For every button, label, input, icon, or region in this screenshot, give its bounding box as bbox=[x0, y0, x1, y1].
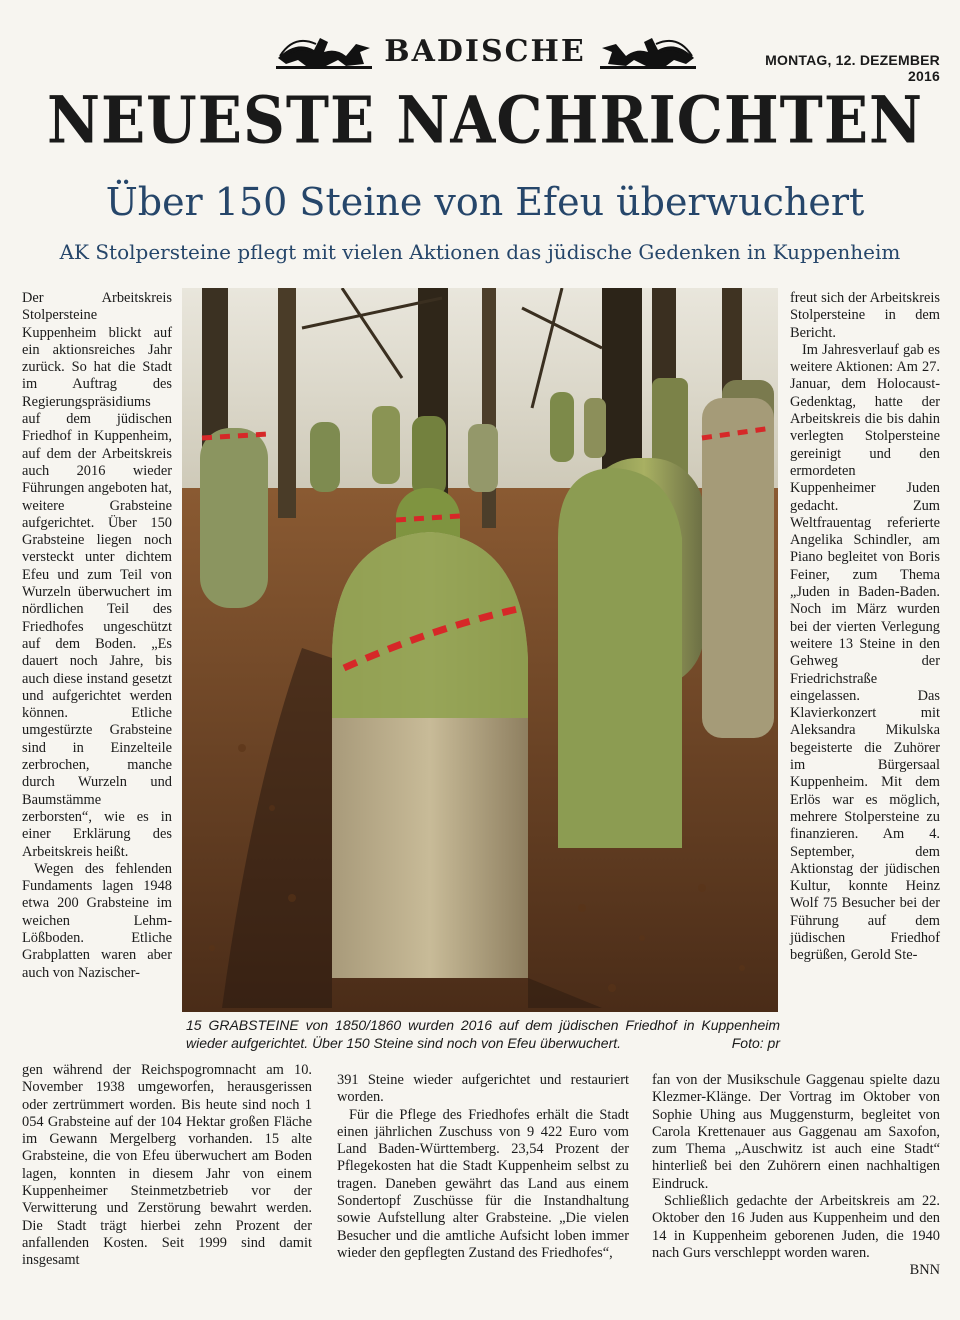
photo-caption bbox=[186, 1016, 780, 1052]
masthead bbox=[0, 0, 960, 165]
article-end-tag bbox=[652, 1262, 940, 1279]
article-paragraph: freut sich der Arbeitskreis Stolpersteine in dem Bericht. bbox=[790, 290, 940, 341]
cemetery-photo-icon bbox=[182, 288, 778, 1012]
article-paragraph: Im Jahresverlauf gab es weitere Aktionen: Am 27. Januar, dem Holocaust-Gedenktag, hatte der Arbeitskreis die bis dahin verlegten Stolpersteine gereinigt und den ermordeten Kuppenheimer Juden gedacht. Zum Weltfrauentag referierte Angelika Schindler, am Piano begleitet von Boris Feiner, zum Thema „Juden in Baden-Baden. Noch im März wurden bei der vierten Verlegung weitere 13 Steine in den Gehweg der Friedrichstraße eingelassen. Das Klavierkonzert mit Aleksandra Mikulska begeisterte die Zuhörer im Bürgersaal Kuppenheim. Mit dem Erlös war es möglich, mehrere Stolpersteine zu finanzieren. Am 4. September, dem Aktionstag der jüdischen Kultur, konnte Heinz Wolf 75 Besucher bei der Führung auf dem jüdischen Friedhof begrüßen, Gerold Ste- bbox=[790, 341, 940, 964]
article-subheadline: AK Stolpersteine pflegt mit vielen Aktionen das jüdische Gedenken in Kuppenheim bbox=[59, 240, 901, 264]
griffin-emblem-icon bbox=[276, 30, 372, 70]
griffin-emblem-icon bbox=[600, 30, 696, 70]
article-column-bottom-1 bbox=[22, 1062, 312, 1302]
article-column-bottom-3 bbox=[652, 1072, 940, 1302]
article-paragraph: fan von der Musikschule Gaggenau spielte dazu Klezmer-Klänge. Der Vortrag im Oktober von Sophie Uhing aus Muggensturm, begleitet von Carola Krettenauer aus Gaggenau am Saxofon, zum Thema „Auschwitz ist auch eine Stadt“ hinterließ bei den Zuhörern einen nachhaltigen Eindruck. bbox=[652, 1072, 940, 1192]
article-paragraph: Für die Pflege des Friedhofes erhält die Stadt einen jährlichen Zuschuss von 9 422 Euro vom Land Baden-Württemberg. 23,54 Prozent der Pflegekosten hat die Stadt Kuppenheim selbst zu tragen. Daneben gewährt das Land aus einem Sondertopf Zuschüsse für die Instandhaltung sowie Aufstellung alter Grabsteine. „Die vielen Besucher und die amtliche Aufsicht loben immer wieder den gepflegten Zustand des Friedhofes“, bbox=[337, 1106, 629, 1261]
article-paragraph: Schließlich gedachte der Arbeitskreis am 22. Oktober den 16 Juden aus Kuppenheim und den 14 in Kuppenheim geborenen Juden, die 1940 nach Gurs verschleppt worden waren. bbox=[652, 1193, 940, 1261]
article-paragraph: Der Arbeitskreis Stolpersteine Kuppenheim blickt auf ein aktionsreiches Jahr zurück. So hat die Stadt im Auftrag des Regierungspräsidiums auf dem jüdischen Friedhof in Kuppenheim, auf dem der Arbeitskreis auch 2016 wieder Führungen angeboten hat, weitere Grabsteine aufgerichtet. Über 150 Grabsteine liegen noch versteckt unter dichtem Efeu und zum Teil von Wurzeln überwuchert im nördlichen Teil des Friedhofes ungeschützt auf dem Boden. „Es dauert noch Jahre, bis auch diese instand gesetzt und aufgerichtet werden können. Etliche umgestürzte Grabsteine sind in Einzelteile zerbrochen, manche durch Wurzeln und Baumstämme zerborsten“, wie es in einer Erklärung des Arbeitskreis heißt. bbox=[22, 290, 172, 860]
article-paragraph: 391 Steine wieder aufgerichtet und restauriert worden. bbox=[337, 1072, 629, 1106]
photo-credit: Foto: pr bbox=[731, 1035, 780, 1051]
caption-lead: 15 GRABSTEINE bbox=[186, 1017, 299, 1033]
article-column-bottom-2 bbox=[337, 1072, 629, 1302]
article-paragraph: Wegen des fehlenden Fundaments lagen 1948 etwa 200 Grabsteine im weichen Lehm-Lößboden. Etliche Grabplatten waren aber auch von Nazischer- bbox=[22, 860, 172, 981]
caption-text: von 1850/1860 wurden 2016 auf dem jüdischen Friedhof in Kuppenheim wieder aufgerichtet. Über 150 Steine sind noch von Efeu überwuchert. bbox=[186, 1017, 781, 1051]
article-headline: Über 150 Steine von Efeu überwuchert bbox=[105, 180, 865, 224]
masthead-name-main: NEUESTE NACHRICHTEN bbox=[46, 82, 924, 159]
issue-date: MONTAG, 12. DEZEMBER 2016 bbox=[765, 52, 940, 84]
end-tag: BNN bbox=[909, 1262, 940, 1279]
article-paragraph: gen während der Reichspogromnacht am 10. November 1938 umgeworfen, herausgerissen oder zertrümmert worden. Bis heute sind noch 1 054 Grabsteine auf der 104 Hektar großen Fläche im Gewann Mergelberg vorhanden. 15 alte Grabsteine, die von Efeu überwuchert am Boden lagen, konnten in diesem Jahr von einem Kuppenheimer Steinmetzbetrieb vor der Verwitterung und Zerstörung bewahrt werden. Die Stadt trägt hierbei zehn Prozent der anfallenden Kosten. Seit 1999 sind damit insgesamt bbox=[22, 1062, 312, 1269]
article-column-left bbox=[22, 290, 172, 1060]
article-column-right bbox=[790, 290, 940, 1080]
masthead-name-top: BADISCHE bbox=[384, 34, 586, 69]
